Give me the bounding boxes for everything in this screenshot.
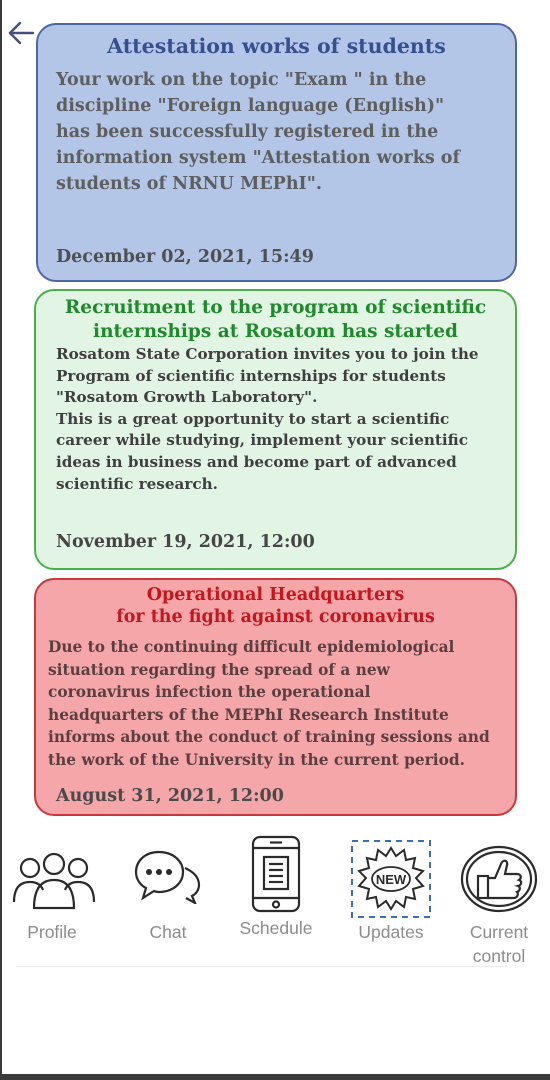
nav-label: Chat	[149, 922, 187, 942]
notification-body: Your work on the topic "Exam " in the discipline "Foreign language (English)" has been successfully registered in the information system "Attestation works of students of NRNU MEPhI".	[56, 70, 460, 194]
arrow-left-icon	[6, 18, 36, 48]
nav-item-updates[interactable]	[341, 832, 441, 972]
notification-title-line: Recruitment to the program of scientific	[64, 297, 487, 318]
new-badge-icon	[349, 838, 433, 922]
nav-label-line: control	[472, 946, 526, 966]
notification-title-line: Operational Headquarters	[146, 585, 405, 605]
chat-icon	[132, 848, 204, 904]
svg-text:NEW: NEW	[375, 872, 407, 887]
notification-date: December 02, 2021, 15:49	[56, 247, 314, 267]
notification-title: Attestation works of students	[107, 34, 446, 58]
notification-title-line: internships at Rosatom has started	[93, 321, 458, 342]
nav-label-line: Current	[469, 922, 529, 942]
notification-title	[36, 296, 515, 344]
back-button[interactable]	[6, 18, 36, 48]
notification-title-line: for the fight against coronavirus	[116, 607, 435, 627]
notification-body: Due to the continuing difficult epidemiological situation regarding the spread of a new coronavirus infection the operational headquarters of the MEPhI Research Institute informs about the conduct of training sessions and the work of the University in the current period.	[48, 638, 490, 769]
nav-label	[449, 920, 549, 968]
nav-item-chat[interactable]	[118, 832, 218, 972]
nav-label: Schedule	[239, 918, 313, 938]
notification-title	[36, 584, 515, 628]
notification-date: November 19, 2021, 12:00	[56, 532, 315, 552]
nav-item-profile[interactable]	[2, 832, 102, 972]
thumbs-up-icon	[459, 844, 539, 914]
phone-schedule-icon	[250, 834, 302, 914]
notification-card-rosatom[interactable]	[34, 289, 517, 570]
notification-card-attestation[interactable]	[36, 23, 517, 282]
people-icon	[10, 850, 98, 910]
nav-label: Updates	[358, 922, 424, 942]
nav-label: Profile	[27, 922, 77, 942]
frame-edge-bottom	[0, 1074, 550, 1080]
notification-body: Rosatom State Corporation invites you to join the Program of scientific internships for students "Rosatom Growth Laboratory". This is a great opportunity to start a scientific career while studying, implement your scientific ideas in business and become part of advanced scientific research.	[56, 345, 479, 493]
nav-item-schedule[interactable]	[226, 832, 326, 972]
nav-item-current-control[interactable]	[449, 832, 549, 972]
notification-card-coronavirus[interactable]	[34, 578, 517, 816]
notification-date: August 31, 2021, 12:00	[56, 786, 284, 806]
bottom-divider	[16, 966, 508, 967]
